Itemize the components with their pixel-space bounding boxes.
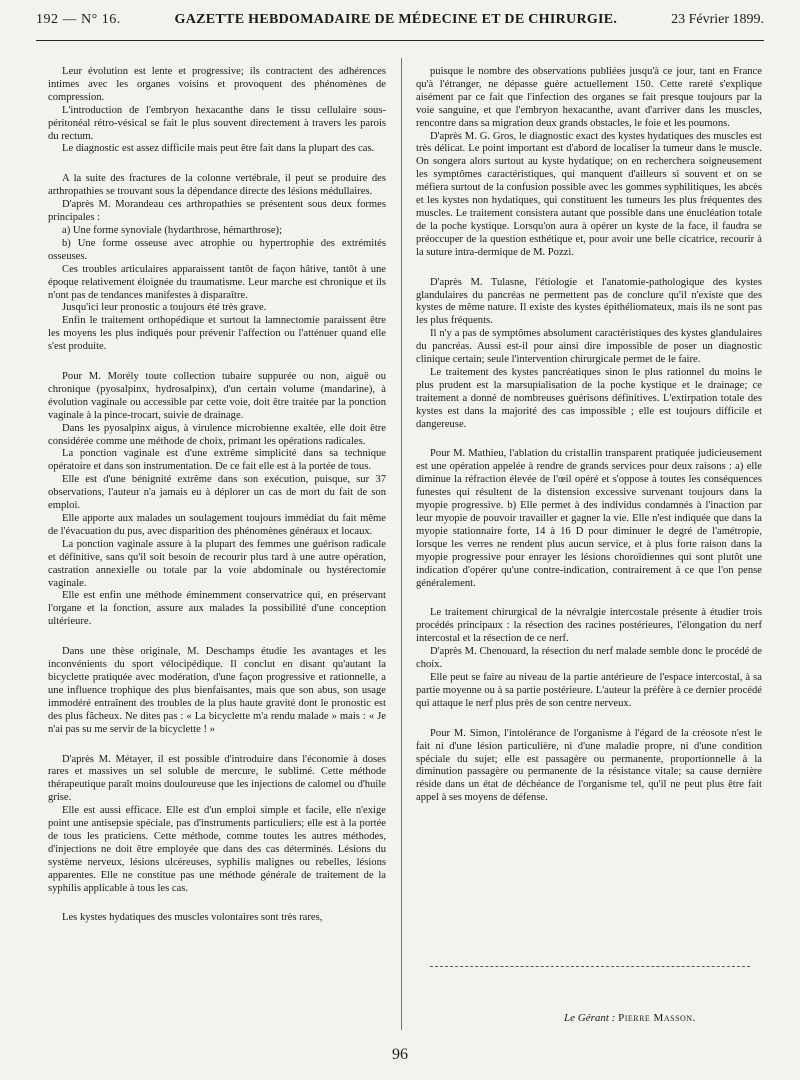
right-column [416,66,762,805]
paragraph: Elle peut se faire au niveau de la partie antérieure de l'espace intercostal, à sa partie moyenne ou à sa partie postérieure. L'auteur la préfère à ce dernier procédé qui attaque le nerf plus près de son centre nerveux. [416,671,762,709]
paragraph: Pour M. Mathieu, l'ablation du cristallin transparent pratiquée judicieusement est une opération appelée à rendre de grands services pour deux raisons : a) elle diminue la réfraction élevée de l'œil opéré et s'oppose à toutes les conséquences funestes qui résultent de la distension excessive survenant toujours dans la myopie progressive. b) Elle permet à des individus condamnés à l'inaction par leur myopie de pouvoir travailler et gagner la vie. Elle n'est indiquée que dans la myopie stationnaire forte, 14 à 16 D pour diminuer le degré de l'amétropie, lorsque les verres ne rendent plus aucun service, et à plus forte raison dans la myopie progressive pour enrayer les lésions choroïdiennes qui sont plutôt une indication d'opérer qu'une contre-indication, contrairement à ce que l'on pense généralement. [416,448,762,589]
signature [564,1012,696,1024]
page-header [36,0,764,41]
paragraph: D'après M. Morandeau ces arthropathies se présentent sous deux formes principales : [48,199,386,224]
paragraph: A la suite des fractures de la colonne vertébrale, il peut se produire des arthropathies se trouvant sous la dépendance directe des lésions médullaires. [48,173,386,198]
dotted-separator [430,966,750,967]
paragraph: Le diagnostic est assez difficile mais peut être fait dans la plupart des cas. [62,143,375,155]
paragraph: b) Une forme osseuse avec atrophie ou hypertrophie des extrémités osseuses. [48,237,386,262]
paragraph: Enfin le traitement orthopédique et surtout la lamnectomie paraissent être les moyens les plus indiqués pour prévenir l'affection ou l'atténuer quand elle s'est produite. [48,315,386,353]
paragraph: Il n'y a pas de symptômes absolument caractéristiques des kystes glandulaires du pancréas. Aussi est-il pour ainsi dire impossible de poser un diagnostic clinique certain; seule l'intervention chirurgicale permet de le faire. [416,328,762,366]
paragraph: Le traitement des kystes pancréatiques sinon le plus rationnel du moins le plus prudent est la marsupialisation de la poche kystique et le drainage; ce traitement a donné de nombreuses guérisons définitives. L'extirpation totale des kystes est dans la majorité des cas impossible ; elle est toujours difficile et dangereuse. [416,366,762,430]
paragraph: Pour M. Morély toute collection tubaire suppurée ou non, aiguë ou chronique (pyosalpinx, hydrosalpinx), d'un certain volume (mandarine), à évolution vaginale ou accessible par cette voie, doit être traitée par la ponction vaginale à la pince-trocart, suivie de drainage. [48,371,386,421]
journal-title: GAZETTE HEBDOMADAIRE DE MÉDECINE ET DE CHIRURGIE. [174,12,618,27]
page-issue: 192 — N° 16. [36,12,121,27]
paragraph: puisque le nombre des observations publiées jusqu'à ce jour, tant en France qu'à l'étranger, ne dépasse guère actuellement 150. Cette rareté s'explique aisément par ce fait que l'infection des organes se fait presque toujours par la voie sanguine, et que l'embryon hexacanthe, avant d'arriver dans les muscles, rencontre dans sa migration deux grands obstacles, le foie et les poumons. [416,66,762,129]
paragraph: L'introduction de l'embryon hexacanthe dans le tissu cellulaire sous-péritonéal rétro-vésical se fait le plus souvent directement à travers les parois du rectum. [48,104,386,142]
paragraph: D'après M. Métayer, il est possible d'introduire dans l'économie à doses rares et massives un sel soluble de mercure, le sublimé. Cette méthode thérapeutique paraît moins douloureuse que les injections de calomel ou d'huile grise. [48,753,386,804]
paragraph: Le traitement chirurgical de la névralgie intercostale présente à étudier trois procédés principaux : la résection des racines postérieures, l'élongation du nerf intercostal et la résection de ce nerf. [416,607,762,645]
paragraph: Dans une thèse originale, M. Deschamps étudie les avantages et les inconvénients du sport vélocipédique. Il conclut en disant qu'autant la bicyclette pratiquée avec modération, d'une façon progressive et rationnelle, a une influence trophique des plus bienfaisantes, mais que son abus, son usage immodéré entraînent des troubles de la plus haute gravité dont le pronostic est des plus fâcheux. Ne dites pas : « La bicyclette m'a rendu malade » mais : « Je n'ai pas su me servir de la bicyclette ! » [48,646,386,735]
column-divider [401,58,402,1030]
paragraph: Pour M. Simon, l'intolérance de l'organisme à l'égard de la créosote n'est le fait ni d'une lésion particulière, ni d'une maladie propre, ni d'une condition spéciale du sujet; elle est passagère ou permanente, proportionnelle à la diminution passagère ou permanente de la résistance vitale; sa cause dernière réside dans un état de déchéance de l'organisme tel, qu'il ne peut plus être fait appel à ses moyens de défense. [416,727,762,804]
paragraph: Les kystes hydatiques des muscles volontaires sont très rares, [62,912,323,924]
paragraph: D'après M. Chenouard, la résection du nerf malade semble donc le procédé de choix. [416,646,762,671]
issue-date: 23 Février 1899. [671,12,764,27]
page-number: 96 [392,1046,408,1063]
paragraph: Elle est aussi efficace. Elle est d'un emploi simple et facile, elle n'exige point une antisepsie spéciale, pas d'instruments particuliers; elle est à la portée de tous les praticiens. Cette méthode, comme toutes les autres méthodes, d'injections ne doit être employée que dans des cas déterminés. Lésions du système nerveux, lésions ulcéreuses, syphilis malignes ou rebelles, lésions apparentes. Elle ne constitue pas une méthode générale de traitement de la syphilis applicable à tous les cas. [48,805,386,894]
paragraph: Ces troubles articulaires apparaissent tantôt de façon hâtive, tantôt à une époque relativement éloignée du traumatisme. Leur marche est chronique et ils n'ont pas de tendances manifestes à disparaître. [48,263,386,301]
paragraph: Elle est d'une bénignité extrême dans son exécution, puisque, sur 37 observations, l'auteur n'a jamais eu à déplorer un cas de mort du fait de son emploi. [48,474,386,512]
paragraph: Elle est enfin une méthode éminemment conservatrice qui, en préservant l'organe et la fonction, assure aux malades la possibilité d'une conception ultérieure. [48,590,386,628]
paragraph: Elle apporte aux malades un soulagement toujours immédiat du fait même de l'évacuation du pus, avec disparition des phénomènes généraux et locaux. [48,513,386,537]
paragraph: La ponction vaginale assure à la plupart des femmes une guérison radicale et définitive, sans qu'il soit besoin de recourir plus tard à une autre opération, castration annexielle ou totale par la voie abdominale ou hystérectomie vaginale. [48,538,386,589]
paragraph: D'après M. G. Gros, le diagnostic exact des kystes hydatiques des muscles est très délicat. Le point important est d'abord de localiser la tumeur dans le muscle. On songera alors surtout au kyste hydatique; on en recherchera soigneusement les symptômes caractéristiques, qui manquent d'ailleurs si souvent et on se méfiera surtout de la confusion possible avec les gommes syphilitiques, les abcès et les kystes non hydatiques, qui constituent les tumeurs les plus fréquentes des muscles. Le traitement consistera autant que possible dans une énucléation totale de la poche kystique. Lorsqu'on aura à opérer un kyste de la face, il faudra se préoccuper de la question esthétique et, pour avoir une belle cicatrice, recourir à la suture intra-dermique de M. Pozzi. [416,130,762,258]
left-column [48,66,386,925]
signature-label: Le Gérant : [564,1012,616,1024]
paragraph: Jusqu'ici leur pronostic a toujours été très grave. [62,302,267,314]
paragraph: Leur évolution est lente et progressive; ils contractent des adhérences intimes avec les organes voisins et provoquent des phénomènes de compression. [48,66,386,103]
signature-name: Pierre Masson. [618,1012,696,1024]
paragraph: D'après M. Tulasne, l'étiologie et l'anatomie-pathologique des kystes glandulaires du pancréas ne permettent pas de conclure qu'il n'existe que des kystes de même nature. Il existe des kystes épithéliomateux, mais ils ne sont pas les plus fréquents. [416,276,762,327]
paragraph: Dans les pyosalpinx aigus, à virulence microbienne exaltée, elle doit être considérée comme une méthode de choix, primant les opérations radicales. [48,422,386,447]
paragraph: a) Une forme synoviale (hydarthrose, hémarthrose); [62,224,283,236]
paragraph: La ponction vaginale est d'une extrême simplicité dans sa technique opératoire et dans son instrumentation. De ce fait elle est à la portée de tous. [48,448,386,473]
